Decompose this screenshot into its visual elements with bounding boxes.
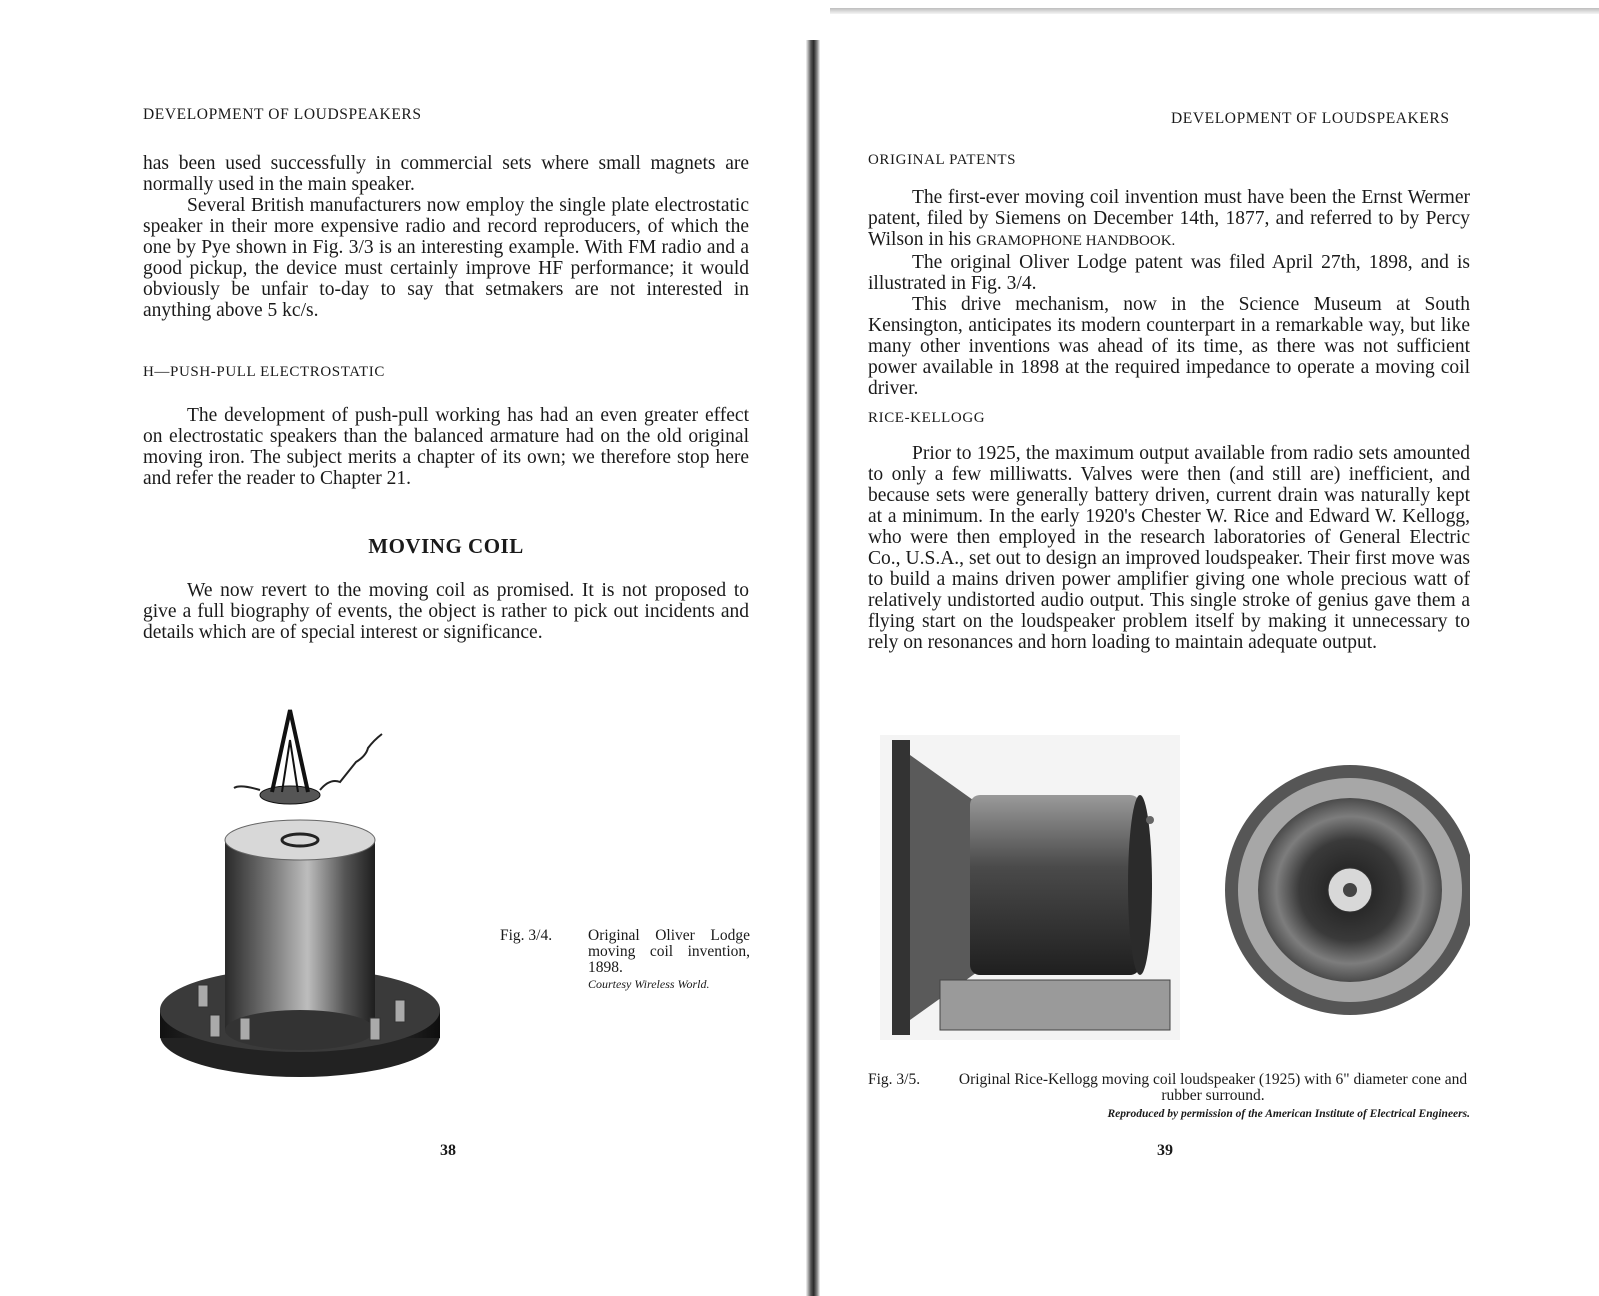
oliver-lodge-device-illustration bbox=[150, 700, 450, 1120]
figure-number: Fig. 3/4. bbox=[500, 927, 553, 944]
page-number: 38 bbox=[440, 1142, 456, 1159]
figure-credit: Courtesy Wireless World. bbox=[588, 977, 710, 991]
book-spine bbox=[806, 40, 820, 1296]
paragraph: has been used successfully in commercial sets where small magnets are normally used in the main speaker. bbox=[143, 153, 749, 195]
figure-caption-text bbox=[956, 1072, 1470, 1104]
push-pull-text bbox=[143, 405, 749, 489]
patents-text bbox=[868, 187, 1470, 399]
paragraph-text: The first-ever moving coil invention must have been the Ernst Wermer patent, filed by Siemens on December 14th, 1877, and referred to by Percy Wilson in his bbox=[868, 187, 1470, 250]
page-number: 39 bbox=[1157, 1142, 1173, 1159]
paragraph: This drive mechanism, now in the Science Museum at South Kensington, anticipates its modern counterpart in a remarkable way, but like many other inventions was ahead of its time, as there was not sufficient power available in 1898 at the required impedance to operate a moving coil driver. bbox=[868, 294, 1470, 399]
caption-text: Original Oliver Lodge moving coil invention, 1898. bbox=[588, 927, 750, 976]
running-head: DEVELOPMENT OF LOUDSPEAKERS bbox=[143, 106, 422, 123]
right-page bbox=[820, 0, 1599, 1296]
section-heading: MOVING COIL bbox=[368, 534, 524, 558]
subheading: ORIGINAL PATENTS bbox=[868, 152, 1017, 168]
caption-text: Original Rice-Kellogg moving coil loudspeaker (1925) with 6" diameter cone and rubber surround. bbox=[958, 1071, 1468, 1104]
running-head: DEVELOPMENT OF LOUDSPEAKERS bbox=[1171, 110, 1450, 127]
paragraph: We now revert to the moving coil as promised. It is not proposed to give a full biography of events, the object is rather to pick out incidents and details which are of special interest or significance. bbox=[143, 580, 749, 643]
paragraph bbox=[868, 187, 1470, 252]
book-title: GRAMOPHONE HANDBOOK. bbox=[976, 233, 1176, 249]
paragraph: Several British manufacturers now employ the single plate electrostatic speaker in their more expensive radio and record reproducers, of which the one by Pye shown in Fig. 3/3 is an interesting example. With FM radio and a good pickup, the device must certainly improve HF performance; it would obviously be unfair to-day to say that setmakers are not interested in anything above 5 kc/s. bbox=[143, 195, 749, 321]
subheading: H—PUSH-PULL ELECTROSTATIC bbox=[143, 364, 385, 380]
subheading: RICE-KELLOGG bbox=[868, 410, 986, 426]
paragraph: Prior to 1925, the maximum output available from radio sets amounted to only a few milliwatts. Valves were then (and still are) inefficient, and because sets were generally battery driven, current drain was naturally kept at a minimum. In the early 1920's Chester W. Rice and Edward W. Kellogg, who were then employed in the research laboratories of General Electric Co., U.S.A., set out to design an improved loudspeaker. Their first move was to build a mains driven power amplifier giving one whole precious watt of relatively undistorted audio output. This single stroke of genius gave them a flying start on the loudspeaker problem itself by making it unnecessary to rely on resonances and horn loading to maintain adequate output. bbox=[868, 443, 1470, 653]
paragraph: The original Oliver Lodge patent was filed April 27th, 1898, and is illustrated in Fig. 3/4. bbox=[868, 252, 1470, 294]
moving-coil-text bbox=[143, 580, 749, 643]
figure-credit: Reproduced by permission of the American Institute of Electrical Engineers. bbox=[1107, 1108, 1470, 1120]
intro-text bbox=[143, 153, 749, 321]
rice-kellogg-text bbox=[868, 443, 1470, 653]
figure-number: Fig. 3/5. bbox=[868, 1071, 921, 1088]
rice-kellogg-loudspeaker-illustration bbox=[880, 735, 1470, 1040]
figure-caption-text bbox=[588, 928, 750, 992]
paragraph: The development of push-pull working has had an even greater effect on electrostatic speakers than the balanced armature had on the old original moving iron. The subject merits a chapter of its own; we therefore stop here and refer the reader to Chapter 21. bbox=[143, 405, 749, 489]
